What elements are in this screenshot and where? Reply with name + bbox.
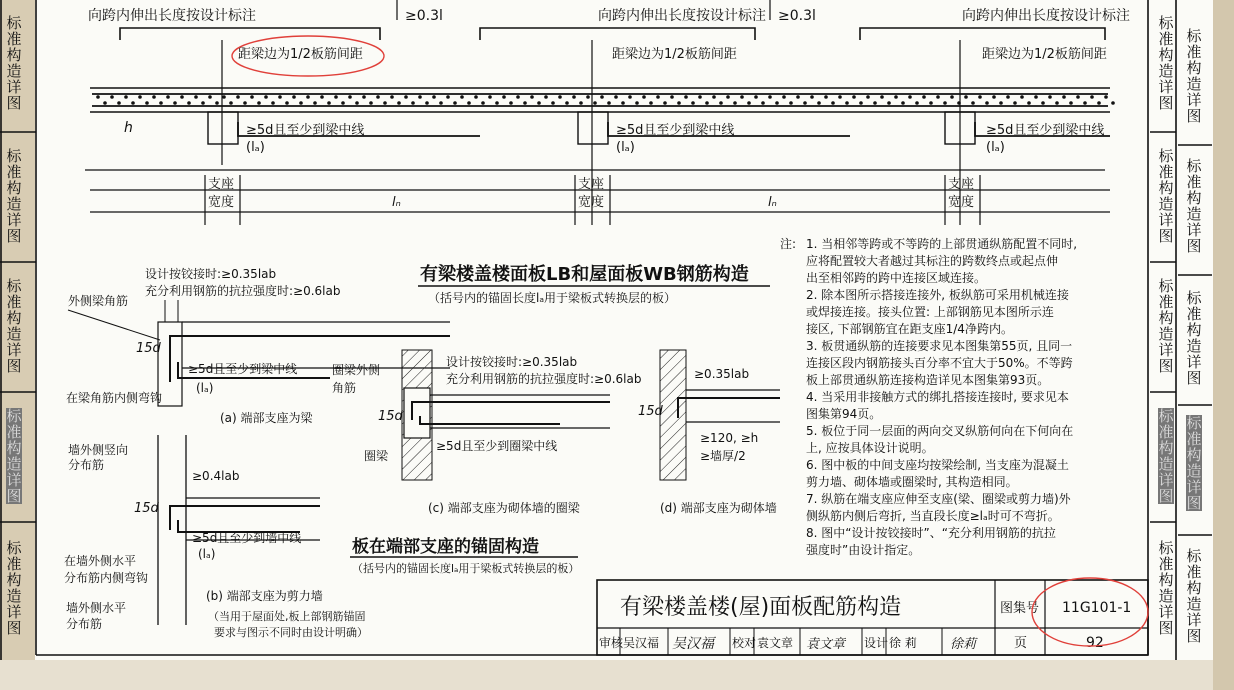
detail-c-hinge: 设计按铰接时:≥0.35lab (446, 355, 578, 369)
rebar-dot (1076, 95, 1080, 99)
rebar-dot (740, 95, 744, 99)
rebar-dot (96, 95, 100, 99)
detail-b-5d: ≥5d且至少到墙中线 (192, 531, 302, 545)
rebar-dot (754, 95, 758, 99)
rebar-dot (152, 95, 156, 99)
rebar-dot (264, 95, 268, 99)
rebar-dot (236, 95, 240, 99)
rebar-dot (964, 95, 968, 99)
rebar-dot (460, 95, 464, 99)
detail-a-outer-corner: 外侧梁角筋 (68, 294, 129, 308)
rebar-dot (369, 101, 373, 105)
detail-c-ring1: 圈梁外侧 (332, 363, 381, 377)
rebar-dot (397, 101, 401, 105)
rebar-dot (943, 101, 947, 105)
detail-b-note2: 要求与图示不同时由设计明确） (214, 626, 368, 639)
reviewer-name: 吴汉福 (623, 636, 660, 650)
top-la-label-1: (lₐ) (246, 140, 265, 155)
rebar-dot (1048, 95, 1052, 99)
support-label-2: 支座 (578, 177, 605, 192)
note-line: 2. 除本图所示搭接连接外, 板纵筋可采用机械连接 (806, 288, 1069, 302)
rebar-dot (1090, 95, 1094, 99)
side-tab-right-2: 标准构造详图 (1186, 157, 1202, 255)
rebar-dot (439, 101, 443, 105)
rebar-dot (628, 95, 632, 99)
rebar-dot (565, 101, 569, 105)
rebar-dot (334, 95, 338, 99)
rebar-dot (110, 95, 114, 99)
note-line: 8. 图中“设计按铰接时”、“充分利用钢筋的抗拉 (806, 526, 1056, 540)
rebar-dot (229, 101, 233, 105)
rebar-dot (859, 101, 863, 105)
rebar-dot (453, 101, 457, 105)
detail-c-15d: 15d (378, 409, 403, 424)
top-5d-label-1: ≥5d且至少到梁中线 (246, 123, 365, 138)
rebar-dot (845, 101, 849, 105)
top-la-label-2: (lₐ) (616, 140, 635, 155)
detail-d-caption: (d) 端部支座为砌体墙 (660, 501, 777, 515)
rebar-dot (208, 95, 212, 99)
rebar-dot (194, 95, 198, 99)
rebar-dot (663, 101, 667, 105)
rebar-dot (516, 95, 520, 99)
rebar-dot (467, 101, 471, 105)
rebar-dot (124, 95, 128, 99)
rebar-dot (1069, 101, 1073, 105)
anchor-title: 板在端部支座的锚固构造 (352, 537, 539, 557)
detail-a-beam-support (66, 266, 450, 425)
detail-b-outer2: 分布筋 (66, 617, 103, 631)
top-03l-label-1: ≥0.3l (405, 8, 443, 24)
notes-label: 注: (780, 237, 797, 251)
detail-b-04lab: ≥0.4lab (192, 469, 240, 483)
detail-b-inner2: 分布筋内侧弯钩 (64, 571, 149, 585)
rebar-dot (117, 101, 121, 105)
rebar-dot (1062, 95, 1066, 99)
support-width-label-3: 宽度 (948, 195, 975, 210)
rebar-dot (243, 101, 247, 105)
note-line: 上, 应按具体设计说明。 (806, 441, 934, 455)
span-label-1: lₙ (392, 195, 401, 210)
detail-b-la: (lₐ) (198, 547, 216, 561)
side-tab-left-5: 标准构造详图 (6, 539, 22, 637)
rebar-dot (705, 101, 709, 105)
title-block-title: 有梁楼盖楼(屋)面板配筋构造 (620, 595, 902, 620)
detail-a-5d: ≥5d且至少到梁中线 (188, 362, 298, 376)
rebar-dot (971, 101, 975, 105)
rebar-dot (530, 95, 534, 99)
side-tab-right-5: 标准构造详图 (1186, 547, 1202, 645)
rebar-dot (327, 101, 331, 105)
support-width-label-2: 宽度 (578, 195, 605, 210)
side-tab-left-1: 标准构造详图 (6, 14, 22, 112)
rebar-dot (502, 95, 506, 99)
rebar-dot (404, 95, 408, 99)
notes-block (806, 236, 1077, 557)
detail-c-ring2: 角筋 (332, 381, 357, 395)
top-extend-label-2: 向跨内伸出长度按设计标注 (598, 8, 766, 24)
top-5d-label-2: ≥5d且至少到梁中线 (616, 123, 735, 138)
detail-b-inner1: 在墙外侧水平 (64, 554, 137, 568)
note-line: 接区, 下部钢筋宜在距支座1/4净跨内。 (806, 322, 1013, 336)
anchor-subtitle: （括号内的锚固长度lₐ用于梁板式转换层的板） (352, 562, 580, 575)
rebar-dot (1041, 101, 1045, 105)
rebar-dot (187, 101, 191, 105)
detail-a-full: 充分利用钢筋的抗拉强度时:≥0.6lab (145, 284, 341, 298)
note-line: 板上部贯通纵筋连接构造详见本图集第93页。 (806, 373, 1050, 387)
top-extend-label-1: 向跨内伸出长度按设计标注 (88, 8, 256, 24)
rebar-dot (887, 101, 891, 105)
rebar-dot (572, 95, 576, 99)
rebar-dot (831, 101, 835, 105)
note-line: 6. 图中板的中间支座均按梁绘制, 当支座为混凝土 (806, 458, 1069, 472)
rebar-dot (873, 101, 877, 105)
designer-name: 徐 莉 (889, 636, 917, 650)
rebar-dot (712, 95, 716, 99)
note-line: 连接区段内钢筋接头百分率不宜大于50%。不等跨 (806, 356, 1073, 370)
rebar-dot (1013, 101, 1017, 105)
rebar-dot (1083, 101, 1087, 105)
rebar-dot (523, 101, 527, 105)
rebar-dot (201, 101, 205, 105)
rebar-dot (908, 95, 912, 99)
rebar-dot (362, 95, 366, 99)
rebar-dot (999, 101, 1003, 105)
rebar-dot (985, 101, 989, 105)
atlas-number: 11G101-1 (1062, 600, 1132, 616)
rebar-dot (250, 95, 254, 99)
title-block (597, 578, 1148, 655)
rebar-dot (159, 101, 163, 105)
rebar-dot (670, 95, 674, 99)
rebar-dot (481, 101, 485, 105)
detail-a-bend: 在梁角筋内侧弯钩 (66, 391, 163, 405)
rebar-dot (796, 95, 800, 99)
detail-a-la: (lₐ) (196, 381, 214, 395)
rebar-dot (1006, 95, 1010, 99)
rebar-dot (173, 101, 177, 105)
rebar-dot (390, 95, 394, 99)
rebar-dot (474, 95, 478, 99)
rebar-dot (222, 95, 226, 99)
rebar-dot (257, 101, 261, 105)
rebar-dot (768, 95, 772, 99)
top-slab-diagram (85, 0, 1130, 225)
rebar-dot (600, 95, 604, 99)
top-03l-label-2: ≥0.3l (778, 8, 816, 24)
rebar-dot (418, 95, 422, 99)
note-line: 或焊接连接。接头位置: 上部钢筋见本图所示连 (806, 305, 1054, 319)
rebar-dot (376, 95, 380, 99)
detail-d-wall: ≥墙厚/2 (700, 449, 746, 463)
rebar-dot (810, 95, 814, 99)
detail-c-5d: ≥5d且至少到圈梁中线 (436, 439, 558, 453)
detail-a-15d: 15d (136, 341, 161, 356)
side-tab-right-4-active: 标准构造详图 (1186, 414, 1202, 512)
rebar-dot (278, 95, 282, 99)
top-extend-label-3: 向跨内伸出长度按设计标注 (962, 8, 1130, 24)
detail-c-ringbeam: 圈梁 (364, 449, 389, 463)
side-tab-left-2: 标准构造详图 (6, 147, 22, 245)
checker-signature: 袁文章 (806, 637, 846, 652)
detail-b-caption: (b) 端部支座为剪力墙 (206, 589, 323, 603)
note-line: 图集第94页。 (806, 407, 882, 421)
rebar-dot (824, 95, 828, 99)
detail-d-masonry-support (638, 350, 780, 515)
rebar-dot (1097, 101, 1101, 105)
rebar-dot (950, 95, 954, 99)
note-line: 剪力墙、砌体墙或圈梁时, 其构造相同。 (806, 475, 1018, 489)
side-tab-mid-3: 标准构造详图 (1158, 277, 1174, 375)
detail-c-ringbeam-support (332, 350, 642, 515)
main-diagram-title: 有梁楼盖楼面板LB和屋面板WB钢筋构造 (420, 264, 749, 285)
rebar-dot (677, 101, 681, 105)
top-edge-label-1: 距梁边为1/2板筋间距 (238, 47, 363, 62)
rebar-dot (922, 95, 926, 99)
review-label: 审核 (599, 636, 624, 650)
rebar-dot (166, 95, 170, 99)
rebar-dot (145, 101, 149, 105)
rebar-dot (656, 95, 660, 99)
rebar-dot (1055, 101, 1059, 105)
rebar-dot (488, 95, 492, 99)
rebar-dot (320, 95, 324, 99)
rebar-dot (306, 95, 310, 99)
detail-d-035lab: ≥0.35lab (694, 367, 750, 381)
rebar-dot (551, 101, 555, 105)
detail-c-full: 充分利用钢筋的抗拉强度时:≥0.6lab (446, 372, 642, 386)
rebar-dot (747, 101, 751, 105)
rebar-dot (635, 101, 639, 105)
rebar-dot (782, 95, 786, 99)
rebar-dot (978, 95, 982, 99)
rebar-dot (432, 95, 436, 99)
rebar-dot (838, 95, 842, 99)
reviewer-signature: 吴汉福 (672, 636, 714, 652)
note-line: 出至相邻跨的跨中连接区域连接。 (806, 271, 987, 285)
side-tab-left-3: 标准构造详图 (6, 277, 22, 375)
support-label-3: 支座 (948, 177, 975, 192)
detail-a-caption: (a) 端部支座为梁 (220, 411, 313, 425)
note-line: 强度时”由设计指定。 (806, 543, 921, 557)
side-tab-left-4-active: 标准构造详图 (6, 407, 22, 505)
rebar-dot (537, 101, 541, 105)
rebar-dot (131, 101, 135, 105)
side-tab-right-1: 标准构造详图 (1186, 27, 1202, 125)
note-line: 7. 纵筋在端支座应伸至支座(梁、圈梁或剪力墙)外 (806, 492, 1071, 506)
rebar-dot (180, 95, 184, 99)
design-label: 设计 (864, 636, 889, 650)
rebar-dot (1034, 95, 1038, 99)
rebar-dot (614, 95, 618, 99)
rebar-dot (642, 95, 646, 99)
rebar-dot (285, 101, 289, 105)
note-line: 应将配置较大者越过其标注的跨数终点或起点伸 (806, 254, 1059, 268)
rebar-dot (733, 101, 737, 105)
top-5d-label-3: ≥5d且至少到梁中线 (986, 123, 1105, 138)
note-line: 1. 当相邻等跨或不等跨的上部贯通纵筋配置不同时, (806, 237, 1078, 251)
rebar-dot (649, 101, 653, 105)
note-line: 5. 板位于同一层面的两向交叉纵筋何向在下何向在 (806, 424, 1074, 438)
rebar-dot (698, 95, 702, 99)
rebar-dot (817, 101, 821, 105)
side-tab-mid-5: 标准构造详图 (1158, 539, 1174, 637)
rebar-dot (586, 95, 590, 99)
rebar-dot (852, 95, 856, 99)
rebar-dot (621, 101, 625, 105)
rebar-dot (775, 101, 779, 105)
rebar-dot (299, 101, 303, 105)
designer-signature: 徐莉 (950, 637, 977, 652)
checker-name: 袁文章 (757, 636, 794, 650)
rebar-dot (1104, 95, 1108, 99)
side-tab-mid-4-active: 标准构造详图 (1158, 407, 1174, 505)
rebar-dot (271, 101, 275, 105)
support-width-label-1: 宽度 (208, 195, 235, 210)
rebar-dot (992, 95, 996, 99)
rebar-dot (761, 101, 765, 105)
rebar-dot (313, 101, 317, 105)
rebar-dot (138, 95, 142, 99)
rebar-dot (691, 101, 695, 105)
check-label: 校对 (732, 636, 757, 650)
rebar-dot (292, 95, 296, 99)
detail-b-outer1: 墙外侧水平 (66, 601, 127, 615)
rebar-dot (348, 95, 352, 99)
rebar-dot (383, 101, 387, 105)
side-tab-right-3: 标准构造详图 (1186, 289, 1202, 387)
rebar-dot (544, 95, 548, 99)
side-tab-mid-2: 标准构造详图 (1158, 147, 1174, 245)
rebar-dot (425, 101, 429, 105)
rebar-dot (1027, 101, 1031, 105)
rebar-dot (789, 101, 793, 105)
rebar-dot (446, 95, 450, 99)
top-edge-label-3: 距梁边为1/2板筋间距 (982, 47, 1107, 62)
page-number: 92 (1086, 635, 1104, 651)
rebar-dot (803, 101, 807, 105)
side-tab-mid-1: 标准构造详图 (1158, 14, 1174, 112)
atlas-label: 图集号 (1000, 601, 1040, 616)
rebar-dot (684, 95, 688, 99)
detail-c-caption: (c) 端部支座为砌体墙的圈梁 (428, 501, 580, 515)
support-label-1: 支座 (208, 177, 235, 192)
top-edge-label-2: 距梁边为1/2板筋间距 (612, 47, 737, 62)
note-line: 侧纵筋内侧后弯折, 当直段长度≥lₐ时可不弯折。 (806, 509, 1060, 523)
rebar-dot (1020, 95, 1024, 99)
rebar-dot (341, 101, 345, 105)
detail-d-120: ≥120, ≥h (700, 431, 759, 445)
rebar-dot (607, 101, 611, 105)
detail-d-15d: 15d (638, 404, 663, 419)
rebar-dot (1111, 101, 1115, 105)
rebar-dot (558, 95, 562, 99)
detail-b-wall-vert2: 分布筋 (68, 458, 105, 472)
rebar-dot (579, 101, 583, 105)
detail-b-note1: （当用于屋面处,板上部钢筋锚固 (208, 610, 366, 623)
detail-a-hinge: 设计按铰接时:≥0.35lab (145, 267, 277, 281)
rebar-dot (901, 101, 905, 105)
detail-b-shear-wall-support (64, 435, 368, 639)
rebar-dot (929, 101, 933, 105)
main-diagram-subtitle: （括号内的锚固长度lₐ用于梁板式转换层的板） (428, 291, 677, 305)
rebar-dot (915, 101, 919, 105)
rebar-dot (103, 101, 107, 105)
detail-b-wall-vert: 墙外侧竖向 (68, 443, 129, 457)
rebar-dot (355, 101, 359, 105)
rebar-dot (936, 95, 940, 99)
rebar-dot (866, 95, 870, 99)
rebar-dot (411, 101, 415, 105)
rebar-dot (215, 101, 219, 105)
span-label-2: lₙ (768, 195, 777, 210)
rebar-dot (894, 95, 898, 99)
note-line: 4. 当采用非接触方式的绑扎搭接连接时, 要求见本 (806, 390, 1069, 404)
note-line: 3. 板贯通纵筋的连接要求见本图集第55页, 且同一 (806, 339, 1073, 353)
top-la-label-3: (lₐ) (986, 140, 1005, 155)
rebar-dot (726, 95, 730, 99)
detail-b-15d: 15d (134, 501, 159, 516)
rebar-dot (593, 101, 597, 105)
rebar-dot (880, 95, 884, 99)
rebar-dot (509, 101, 513, 105)
rebar-dot (495, 101, 499, 105)
top-h-label: h (124, 120, 133, 136)
rebar-dot (719, 101, 723, 105)
page-label: 页 (1014, 636, 1028, 651)
